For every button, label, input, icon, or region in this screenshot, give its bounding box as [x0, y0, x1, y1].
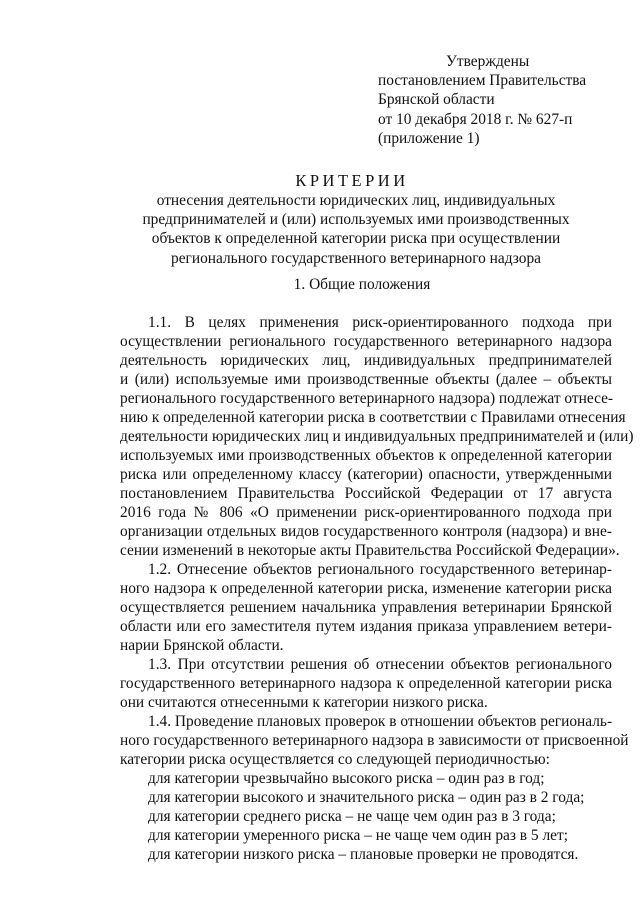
paragraph-line: 1.4. Проведение плановых проверок в отношении объектов региональ- — [148, 713, 613, 730]
paragraph-line: сении изменений в некоторые акты Правительства Российской Федерации». — [120, 542, 620, 559]
paragraph-line: постановлением Правительства Российской Федерации от 17 августа — [120, 485, 612, 502]
paragraph-line: регионального государственного ветеринарного надзора) подлежат отнесе- — [120, 390, 614, 407]
list-item: для категории высокого и значительного риска – один раз в 2 года; — [148, 789, 585, 806]
approval-line: Утверждены — [446, 53, 530, 70]
approval-line: (приложение 1) — [378, 129, 480, 147]
paragraph-line: и (или) используемые ими производственные объекты (далее – объекты — [120, 371, 612, 388]
paragraph-line: 1.2. Отнесение объектов регионального государственного ветеринар- — [148, 561, 612, 578]
paragraph-1-3 — [120, 655, 612, 712]
subtitle-line: отнесения деятельности юридических лиц, индивидуальных — [156, 192, 556, 209]
paragraph-line: области или его заместителя путем издания приказа управлением ветери- — [120, 618, 612, 635]
paragraph-line: они считаются отнесенными к категории низкого риска. — [120, 694, 488, 711]
paragraph-1-4 — [120, 712, 629, 769]
paragraph-line: 1.1. В целях применения риск-ориентированного подхода при — [148, 314, 612, 331]
paragraph-line: осуществляется решением начальника управления ветеринарии Брянской — [120, 599, 612, 616]
list-item: для категории умеренного риска – не чаще чем один раз в 5 лет; — [148, 827, 568, 844]
approval-line: постановлением Правительства — [378, 72, 587, 90]
paragraph-line: нарии Брянской области. — [120, 637, 284, 654]
paragraph-line: деятельности юридических лиц и индивидуальных предпринимателей и (или) — [120, 428, 634, 445]
approval-stamp — [378, 52, 586, 148]
paragraph-1-2 — [120, 560, 612, 655]
list-item: для категории чрезвычайно высокого риска – один раз в год; — [148, 770, 545, 787]
paragraph-line: государственного ветеринарного надзора к определенной категории риска — [120, 675, 612, 692]
approval-line: Брянской области — [378, 91, 495, 109]
document-title: КРИТЕРИИ — [295, 171, 409, 190]
subtitle-line: объектов к определенной категории риска при осуществлении — [151, 230, 561, 248]
paragraph-line: риска или определенному классу (категории) опасности, утвержденными — [120, 466, 612, 483]
paragraph-line: организации отдельных видов государственного контроля (надзора) и вне- — [120, 523, 612, 540]
paragraph-line: 1.3. При отсутствии решения об отнесении объектов регионального — [148, 656, 612, 673]
section-heading: 1. Общие положения — [293, 276, 431, 293]
paragraph-line: деятельность юридических лиц, индивидуальных предпринимателей — [120, 352, 612, 369]
list-item: для категории низкого риска – плановые проверки не проводятся. — [148, 846, 579, 863]
paragraph-line: используемых ими производственных объектов к определенной категории — [120, 447, 612, 464]
subtitle-line: регионального государственного ветеринарного надзора — [171, 249, 541, 267]
paragraph-line: нию к определенной категории риска в соответствии с Правилами отнесения — [120, 409, 626, 426]
paragraph-line: ного надзора к определенной категории риска, изменение категории риска — [120, 580, 612, 597]
document-body — [120, 313, 634, 864]
subtitle-line: предпринимателей и (или) используемых ими производственных — [142, 211, 570, 229]
approval-line: от 10 декабря 2018 г. № 627-п — [378, 110, 573, 128]
paragraph-line: 2016 года № 806 «О применении риск-ориентированного подхода при — [120, 504, 612, 521]
paragraph-line: ного государственного ветеринарного надзора в зависимости от присвоенной — [120, 732, 629, 749]
inspection-frequency-list — [120, 769, 612, 864]
list-item: для категории среднего риска – не чаще чем один раз в 3 года; — [148, 808, 556, 825]
document-subtitle — [118, 191, 594, 268]
paragraph-line: осуществлении регионального государственного ветеринарного надзора — [120, 333, 612, 350]
paragraph-1-1 — [120, 313, 634, 560]
paragraph-line: категории риска осуществляется со следующей периодичностью: — [120, 751, 550, 768]
